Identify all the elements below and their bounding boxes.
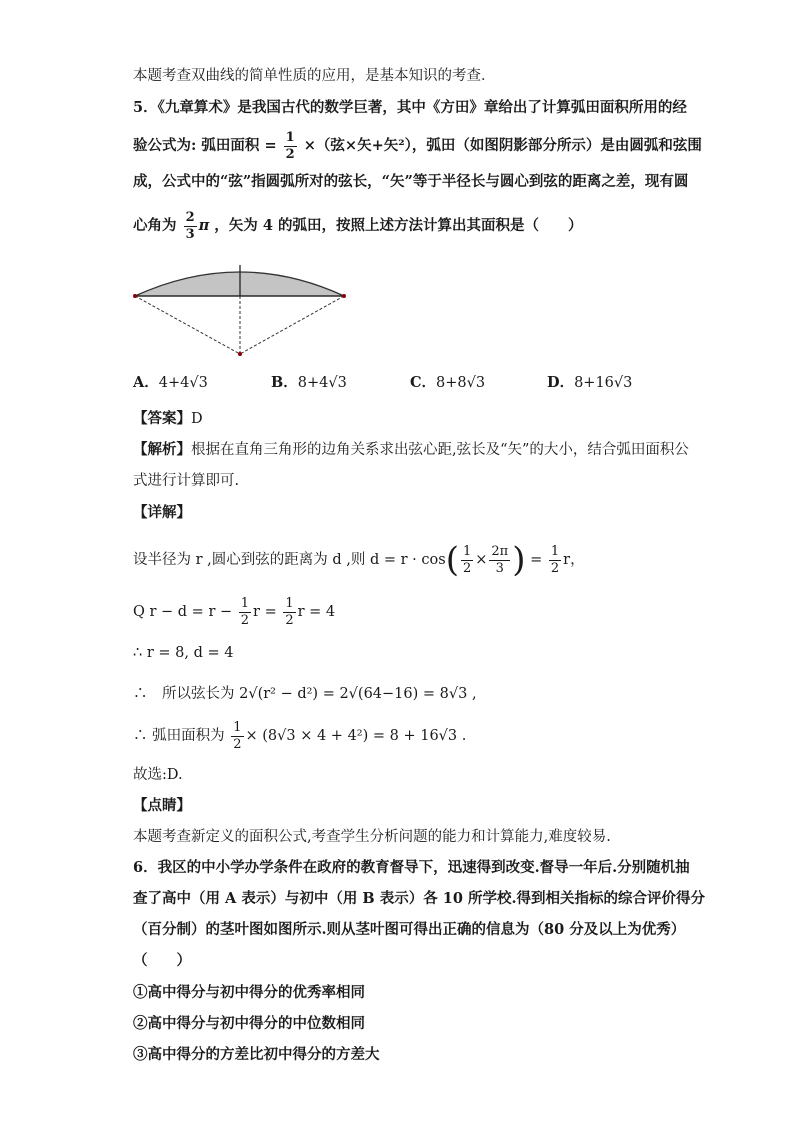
fraction-two-pi-third — [489, 544, 510, 577]
intro-text: 本题考查双曲线的简单性质的应用，是基本知识的考查． — [133, 68, 496, 84]
fraction-denominator: 2 — [285, 612, 294, 628]
detail-line-4: ∴ 所以弦长为 2√(r² − d²) = 2√(64−16) = 8√3 , — [133, 686, 477, 702]
detail-line-5 — [133, 718, 466, 754]
fraction-half — [461, 544, 473, 577]
option-text: 8+8√3 — [436, 375, 486, 391]
fraction-denominator: 2 — [240, 612, 250, 628]
equals-sign: = — [530, 552, 547, 568]
detail-text: r， — [563, 552, 585, 568]
fraction-numerator: 1 — [240, 595, 250, 611]
option-letter: B． — [271, 374, 298, 391]
option-letter: C． — [410, 374, 437, 391]
fraction-denominator: 3 — [185, 226, 195, 242]
detail-text: 设半径为 r ,圆心到弦的距离为 d ,则 d = r · cos — [133, 552, 446, 568]
analysis-label: 【解析】 — [133, 441, 191, 458]
fraction-numerator: 1 — [233, 719, 242, 735]
detail-text: r = — [253, 604, 277, 620]
radius-left — [135, 296, 240, 354]
radius-right — [240, 296, 344, 354]
answer-value: D — [191, 411, 203, 427]
option-letter: D． — [547, 374, 575, 391]
detail-line-2 — [133, 594, 335, 630]
detail-text: ∴ 弧田面积为 — [133, 728, 225, 744]
q6-statement-1: ①高中得分与初中得分的优秀率相同 — [133, 984, 365, 1001]
comment-label: 【点睛】 — [133, 797, 191, 814]
q5-line-2 — [133, 128, 702, 164]
fraction-denominator: 2 — [462, 560, 472, 576]
endpoint-left — [133, 294, 137, 298]
arc-field-diagram — [130, 258, 350, 363]
endpoint-right — [342, 294, 346, 298]
fraction-denominator: 2 — [233, 736, 242, 752]
q5-half-fraction — [284, 130, 297, 163]
detail-line-1: 设半径为 r ,圆心到弦的距离为 d ,则 d = r · cos( $\frac{1}{2}$ × $\frac{2\pi}{3}$ ) = $\frac{1}{2}$ r， — [133, 540, 585, 580]
option-text: 4+4√3 — [158, 375, 208, 391]
fraction-numerator: 1 — [462, 543, 472, 559]
fraction-numerator: 1 — [285, 129, 295, 145]
answer-label: 【答案】 — [133, 410, 191, 427]
detail-text: r = 4 — [297, 604, 336, 620]
fraction-half — [239, 596, 251, 629]
detail-line-3: ∴ r = 8, d = 4 — [133, 645, 234, 661]
q6-statement-3: ③高中得分的方差比初中得分的方差大 — [133, 1046, 380, 1063]
q5-angle-fraction — [184, 210, 197, 243]
fraction-half — [549, 544, 561, 577]
analysis-line-2: 式进行计算即可. — [133, 473, 240, 489]
q6-line-4: （ ） — [133, 952, 191, 969]
option-letter: A． — [133, 374, 159, 391]
comment-text: 本题考查新定义的面积公式,考查学生分析问题的能力和计算能力,难度较易. — [133, 829, 611, 845]
choose-line: 故选:D. — [133, 767, 183, 783]
q5-line-4 — [133, 208, 582, 244]
q5-formula-rest: ×（弦×矢+矢²），弧田（如图阴影部分所示）是由圆弧和弦围 — [303, 137, 702, 154]
answer-line — [133, 409, 203, 429]
detail-label: 【详解】 — [133, 504, 191, 521]
q5-angle-label: 心角为 — [133, 217, 177, 234]
paren-right: ) — [512, 540, 526, 580]
option-a[interactable] — [133, 371, 208, 392]
q5-line-1: 5．《九章算术》是我国古代的数学巨著，其中《方田》章给出了计算弧田面积所用的经 — [133, 99, 687, 116]
fraction-denominator: 2 — [285, 146, 295, 162]
q6-statement-2: ②高中得分与初中得分的中位数相同 — [133, 1015, 365, 1032]
q5-question-end: ，矢为 4 的弧田，按照上述方法计算出其面积是（ ） — [214, 217, 583, 234]
fraction-half — [231, 720, 243, 753]
fraction-numerator: 2 — [185, 209, 195, 225]
q6-line-2: 查了高中（用 A 表示）与初中（用 B 表示）各 10 所学校.得到相关指标的综合评价得分 — [133, 890, 706, 907]
option-text: 8+16√3 — [574, 375, 633, 391]
option-d[interactable] — [547, 371, 632, 392]
analysis-line-1 — [133, 440, 689, 460]
fraction-denominator: 2 — [550, 560, 560, 576]
option-text: 8+4√3 — [297, 375, 347, 391]
fraction-numerator: 2π — [491, 543, 509, 559]
pi-symbol: π — [198, 217, 210, 234]
circle-center — [238, 352, 242, 356]
option-b[interactable] — [271, 371, 347, 392]
q5-formula-label: 验公式为: 弧田面积 = — [133, 137, 277, 154]
option-c[interactable] — [410, 371, 485, 392]
detail-text: Q r − d = r − — [133, 604, 233, 620]
fraction-half — [283, 596, 295, 629]
q5-line-3: 成，公式中的“弦”指圆弧所对的弦长，“矢”等于半径长与圆心到弦的距离之差，现有圆 — [133, 173, 689, 190]
analysis-text: 根据在直角三角形的边角关系求出弦心距,弦长及“矢”的大小，结合弧田面积公 — [191, 442, 689, 458]
detail-text: × (8√3 × 4 + 4²) = 8 + 16√3 . — [245, 728, 467, 744]
fraction-denominator: 3 — [495, 560, 504, 576]
fraction-numerator: 1 — [550, 543, 560, 559]
q6-line-3: （百分制）的茎叶图如图所示.则从茎叶图可得出正确的信息为（80 分及以上为优秀） — [133, 921, 686, 938]
q6-line-1: 6．我区的中小学办学条件在政府的教育督导下，迅速得到改变.督导一年后.分别随机抽 — [133, 859, 690, 876]
fraction-numerator: 1 — [285, 595, 294, 611]
paren-left: ( — [445, 540, 459, 580]
